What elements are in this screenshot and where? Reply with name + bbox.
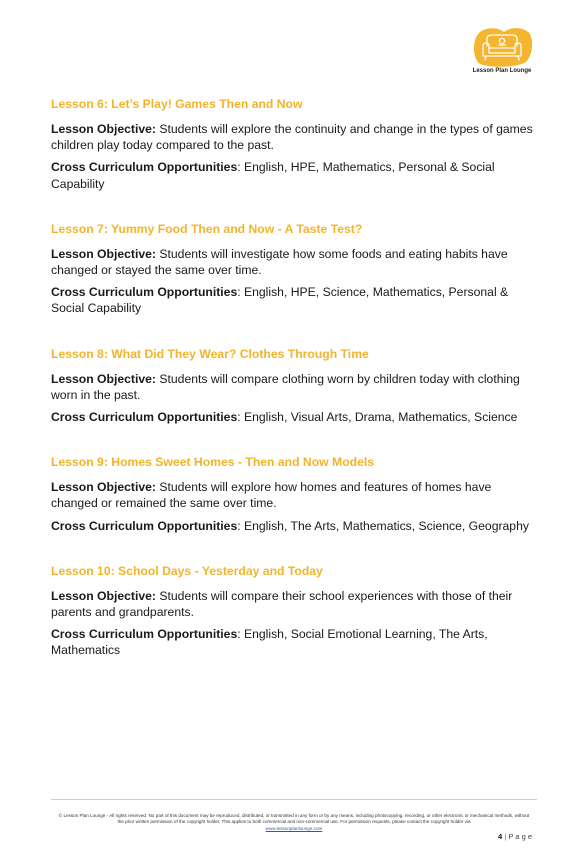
lesson-objective: [51, 588, 537, 620]
lesson-objective: [51, 246, 537, 278]
lesson-8: [51, 346, 537, 426]
sofa-logo-icon: [470, 26, 534, 68]
lesson-title: Lesson 8: What Did They Wear? Clothes Through Time: [51, 346, 369, 361]
lesson-title: Lesson 10: School Days - Yesterday and Today: [51, 563, 323, 578]
lesson-list: [51, 96, 537, 688]
objective-label: Lesson Objective:: [51, 122, 156, 136]
objective-label: Lesson Objective:: [51, 588, 156, 603]
cross-curriculum: [51, 626, 537, 658]
page-number-value: 4: [498, 832, 503, 841]
lesson-10: [51, 563, 537, 659]
cross-curriculum: [51, 409, 537, 425]
objective-label: Lesson Objective:: [51, 371, 156, 386]
objective-text: Students will compare their school experiences with those of their parents and grandparents.: [51, 588, 513, 620]
objective-text: Students will investigate how some foods and eating habits have changed or stayed the same over time.: [51, 246, 508, 278]
lesson-title: Lesson 9: Homes Sweet Homes - Then and Now Models: [51, 455, 375, 470]
cross-curriculum-text: : English, HPE, Mathematics, Personal & Social Capability: [51, 160, 495, 191]
cross-curriculum-label: Cross Curriculum Opportunities: [51, 410, 238, 425]
copyright-notice: [56, 813, 532, 832]
objective-text: Students will explore the continuity and change in the types of games children play today compared to the past.: [51, 122, 533, 153]
footer-divider: [51, 799, 537, 800]
lesson-objective: [51, 371, 537, 403]
objective-label: Lesson Objective:: [51, 246, 156, 261]
cross-curriculum-label: Cross Curriculum Opportunities: [51, 285, 238, 300]
objective-label: Lesson Objective:: [51, 480, 156, 495]
objective-text: Students will compare clothing worn by children today with clothing worn in the past.: [51, 371, 520, 402]
copyright-text: © Lesson Plan Lounge - All rights reserved. No part of this document may be reproduced, distributed, or transmitted in any form or by any means, including photocopying, recording, or other electronic or mechanical methods, without the prior written permission of the copyright holder. This applies to both commercial and non-commercial use. For permission requests, please contact the copyright holder via: [58, 813, 530, 825]
lesson-plan-lounge-logo: [470, 26, 534, 82]
cross-curriculum-text: : English, The Arts, Mathematics, Science, Geography: [237, 518, 529, 533]
lesson-title: Lesson 7: Yummy Food Then and Now - A Taste Test?: [51, 221, 363, 236]
cross-curriculum-label: Cross Curriculum Opportunities: [51, 627, 238, 642]
cross-curriculum: [51, 518, 537, 534]
cross-curriculum-text: : English, HPE, Science, Mathematics, Personal & Social Capability: [51, 285, 509, 316]
lesson-objective: [51, 479, 537, 511]
lesson-title: Lesson 6: Let’s Play! Games Then and Now: [51, 97, 303, 111]
cross-curriculum: [51, 284, 537, 316]
lesson-9: [51, 454, 537, 534]
cross-curriculum-label: Cross Curriculum Opportunities: [51, 160, 238, 175]
cross-curriculum-text: : English, Visual Arts, Drama, Mathematics, Science: [237, 410, 518, 425]
objective-text: Students will explore how homes and features of homes have changed or remained the same over time.: [51, 480, 492, 511]
lesson-6: [51, 96, 537, 192]
logo-name: Lesson Plan Lounge: [472, 68, 532, 74]
lesson-7: [51, 221, 537, 317]
lesson-objective: [51, 121, 537, 153]
page-label: P a g e: [508, 832, 532, 841]
page-number: [498, 832, 532, 841]
cross-curriculum: [51, 159, 537, 191]
page-separator: |: [504, 832, 507, 841]
cross-curriculum-text: : English, Social Emotional Learning, The Arts, Mathematics: [51, 627, 488, 658]
cross-curriculum-label: Cross Curriculum Opportunities: [51, 518, 238, 533]
website-link[interactable]: www.lessonplanlounge.com: [265, 825, 323, 831]
